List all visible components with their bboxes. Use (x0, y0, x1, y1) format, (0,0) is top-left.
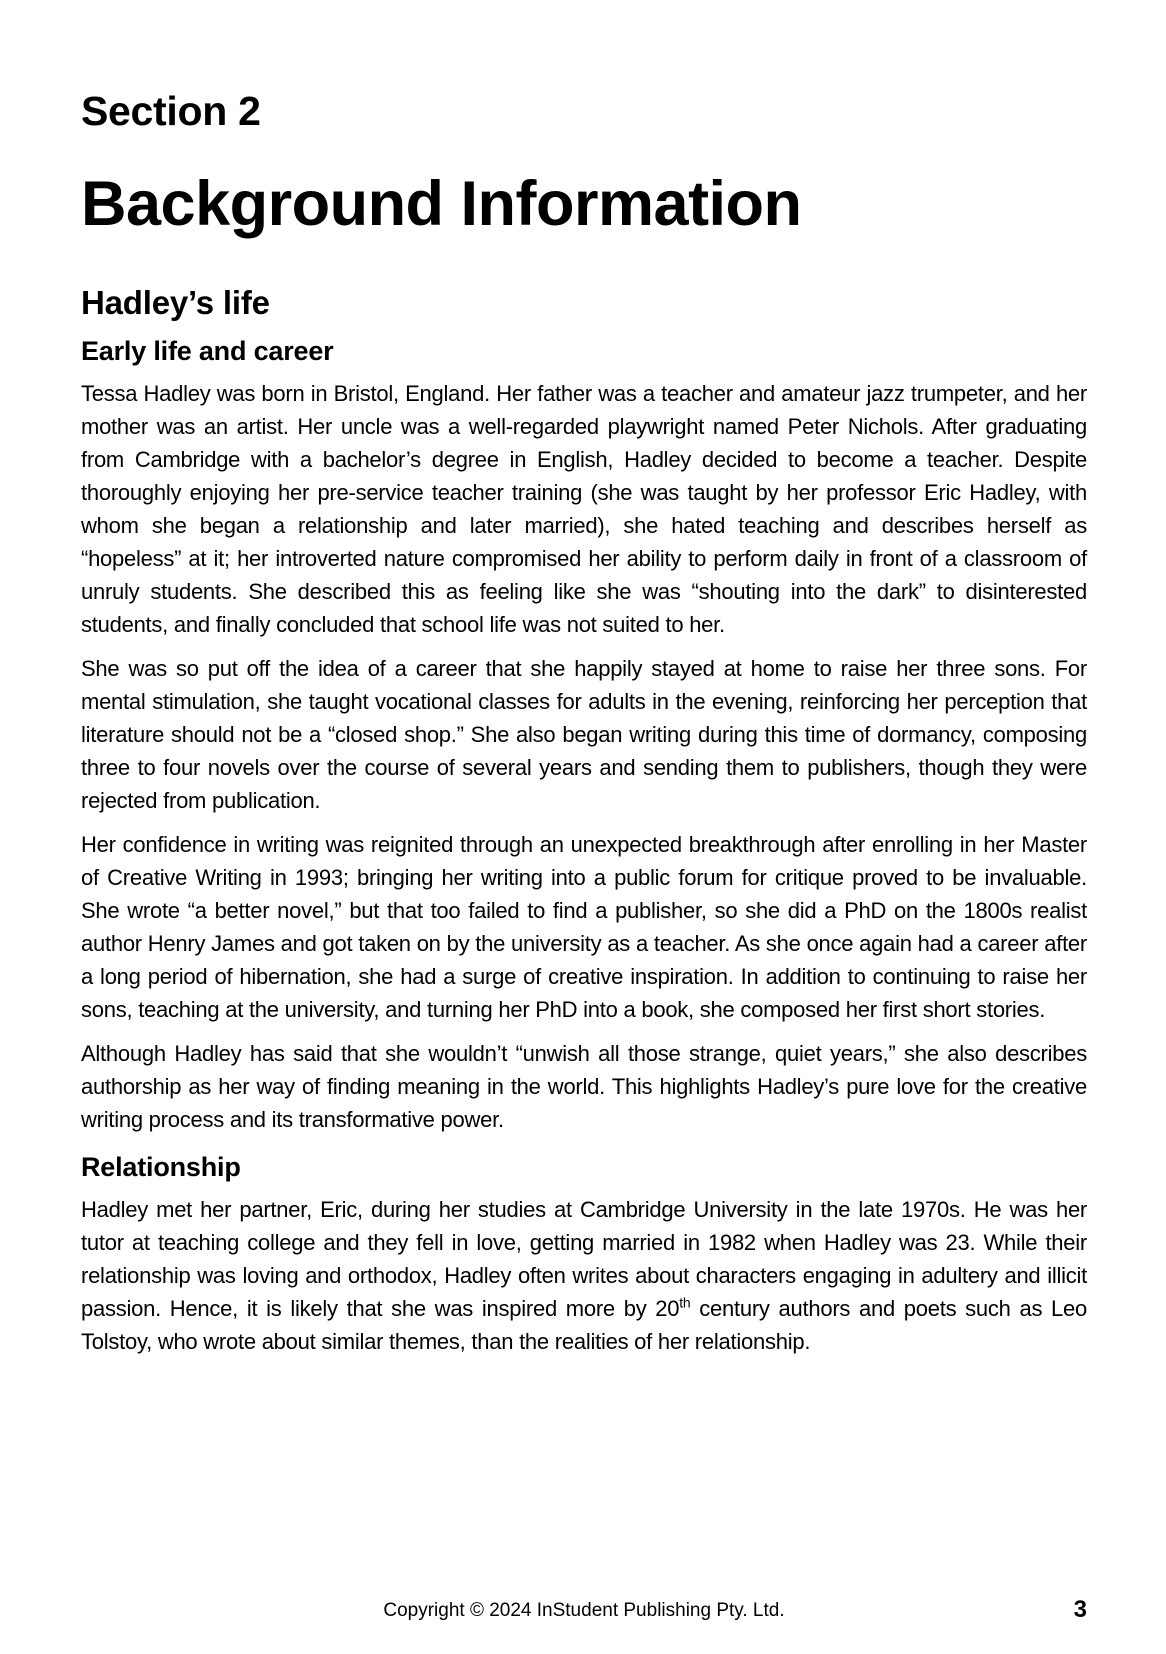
paragraph: Her confidence in writing was reignited through an unexpected breakthrough after enrolling in her Master of Creative Writing in 1993; bringing her writing into a public forum for critique proved to be invaluable. She wrote “a better novel,” but that too failed to find a publisher, so she did a PhD on the 1800s realist author Henry James and got taken on by the university as a teacher. As she once again had a career after a long period of hibernation, she had a surge of creative inspiration. In addition to continuing to raise her sons, teaching at the university, and turning her PhD into a book, she composed her first short stories. (81, 832, 1087, 1022)
paragraph: Although Hadley has said that she wouldn’t “unwish all those strange, quiet years,” she also describes authorship as her way of finding meaning in the world. This highlights Hadley’s pure love for the creative writing process and its transformative power. (81, 1041, 1087, 1132)
subheading-relationship: Relationship (81, 1152, 241, 1182)
paragraph: Tessa Hadley was born in Bristol, England. Her father was a teacher and amateur jazz trumpeter, and her mother was an artist. Her uncle was a well-regarded playwright named Peter Nichols. After graduating from Cambridge with a bachelor’s degree in English, Hadley decided to become a teacher. Despite thoroughly enjoying her pre-service teacher training (she was taught by her professor Eric Hadley, with whom she began a relationship and later married), she hated teaching and describes herself as “hopeless” at it; her introverted nature compromised her ability to perform daily in front of a classroom of unruly students. She described this as feeling like she was “shouting into the dark” to disinterested students, and finally concluded that school life was not suited to her. (81, 381, 1087, 637)
page-footer (81, 1596, 1087, 1626)
page-title: Background Information (81, 169, 802, 239)
body-content (81, 284, 1087, 1369)
paragraph-text-part: century authors and poets such as Leo Tolstoy, who wrote about similar themes, than the realities of her relationship. (81, 1296, 1087, 1354)
copyright-notice: Copyright © 2024 InStudent Publishing Pty. Ltd. (383, 1600, 785, 1621)
document-page (81, 0, 1087, 1654)
ordinal-suffix: th (679, 1294, 691, 1311)
paragraph-text-part: Hadley met her partner, Eric, during her studies at Cambridge University in the late 1970s. He was her tutor at teaching college and they fell in love, getting married in 1982 when Hadley was 23. While their relationship was loving and orthodox, Hadley often writes about characters engaging in adultery and illicit passion. Hence, it is likely that she was inspired more by 20 (81, 1197, 1087, 1321)
section-label: Section 2 (81, 88, 261, 134)
paragraph-relationship (81, 1193, 1087, 1358)
paragraph: She was so put off the idea of a career that she happily stayed at home to raise her three sons. For mental stimulation, she taught vocational classes for adults in the evening, reinforcing her perception that literature should not be a “closed shop.” She also began writing during this time of dormancy, composing three to four novels over the course of several years and sending them to publishers, though they were rejected from publication. (81, 656, 1087, 813)
subheading-early-life: Early life and career (81, 336, 334, 366)
page-number: 3 (1073, 1596, 1087, 1623)
topic-heading: Hadley’s life (81, 284, 270, 321)
